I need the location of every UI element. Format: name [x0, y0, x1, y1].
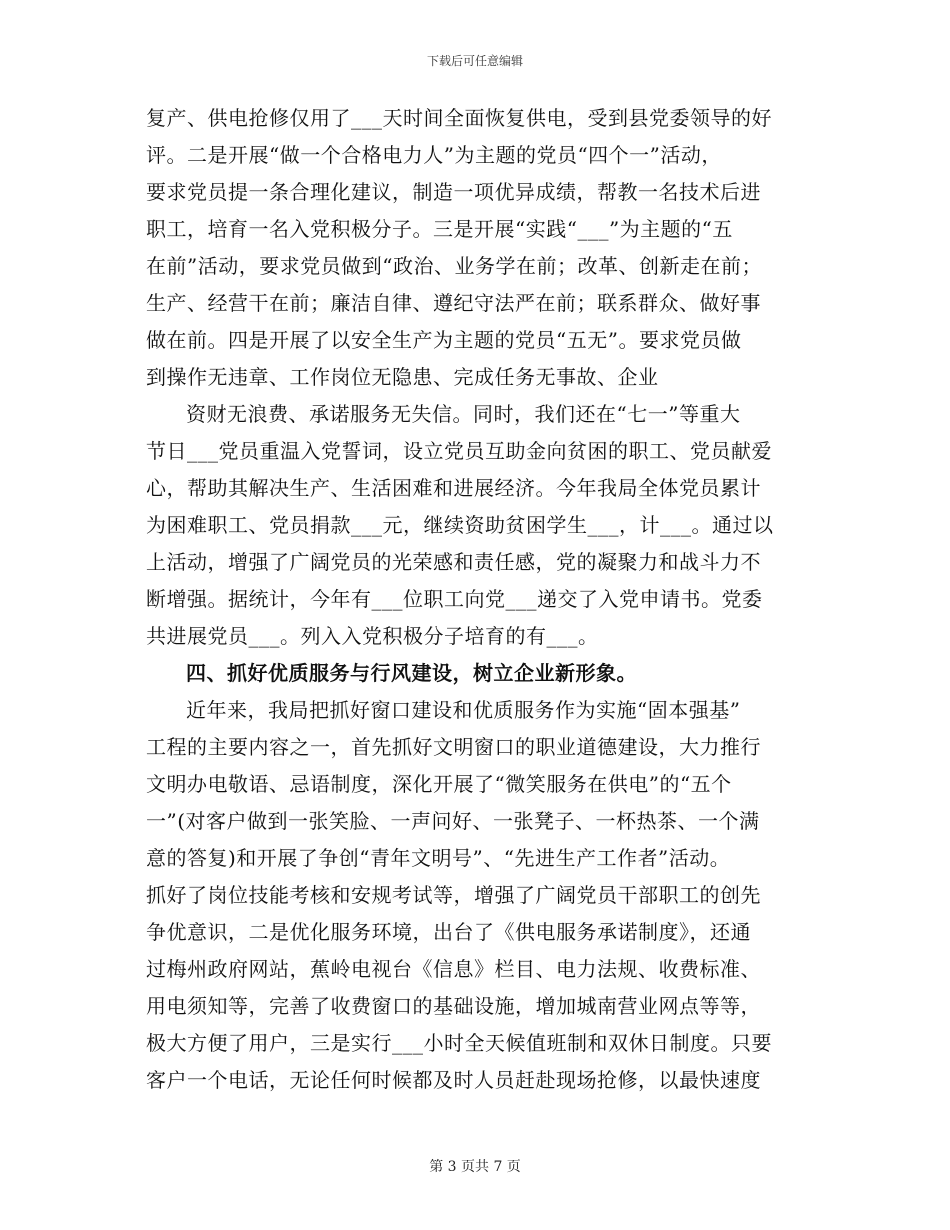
text-line: 意的答复)和开展了争创“青年文明号”、“先进生产工作者”活动。: [146, 846, 731, 870]
text-line: 评。二是开展“做一个合格电力人”为主题的党员“四个一”活动，: [146, 143, 722, 167]
text-line: 客户一个电话，无论任何时候都及时人员赶赴现场抢修，以最快速度: [146, 1068, 761, 1092]
text-line: 节日___党员重温入党誓词，设立党员互助金向贫困的职工、党员献爱: [146, 439, 772, 463]
page-header: 下载后可任意编辑: [426, 54, 523, 68]
text-line: 为困难职工、党员捐款___元，继续资助贫困学生___，计___。通过以: [146, 513, 774, 537]
text-line: 极大方便了用户，三是实行___小时全天候值班制和双休日制度。只要: [146, 1031, 772, 1055]
text-line: 要求党员提一条合理化建议，制造一项优异成绩，帮教一名技术后进: [146, 180, 761, 204]
section-heading: 四、抓好优质服务与行风建设，树立企业新形象。: [186, 661, 637, 685]
page-footer: 第 3 页共 7 页: [429, 1159, 521, 1175]
text-line: 共进展党员___。列入入党积极分子培育的有___。: [146, 624, 599, 648]
document-body: [146, 100, 806, 1099]
text-line: 近年来，我局把抓好窗口建设和优质服务作为实施“固本强基”: [186, 698, 741, 722]
text-line: 复产、供电抢修仅用了___天时间全面恢复供电，受到县党委领导的好: [146, 106, 772, 130]
text-line: 资财无浪费、承诺服务无失信。同时，我们还在“七一”等重大: [186, 402, 741, 426]
text-line: 一”(对客户做到一张笑脸、一声问好、一张凳子、一杯热茶、一个满: [146, 809, 760, 833]
text-line: 断增强。据统计，今年有___位职工向党___递交了入党申请书。党委: [146, 587, 763, 611]
text-line: 争优意识，二是优化服务环境，出台了《供电服务承诺制度》，还通: [146, 920, 751, 944]
text-line: 用电须知等，完善了收费窗口的基础设施，增加城南营业网点等等，: [146, 994, 761, 1018]
text-line: 抓好了岗位技能考核和安规考试等，增强了广阔党员干部职工的创先: [146, 883, 761, 907]
text-line: 心，帮助其解决生产、生活困难和进展经济。今年我局全体党员累计: [146, 476, 761, 500]
text-line: 在前”活动，要求党员做到“政治、业务学在前；改革、创新走在前；: [146, 254, 762, 278]
text-line: 职工，培育一名入党积极分子。三是开展“实践“___”为主题的“五: [146, 217, 733, 241]
text-line: 生产、经营干在前；廉洁自律、遵纪守法严在前；联系群众、做好事: [146, 291, 761, 315]
text-line: 到操作无违章、工作岗位无隐患、完成任务无事故、企业: [146, 365, 659, 389]
text-line: 工程的主要内容之一，首先抓好文明窗口的职业道德建设，大力推行: [146, 735, 761, 759]
text-line: 过梅州政府网站，蕉岭电视台《信息》栏目、电力法规、收费标准、: [146, 957, 761, 981]
text-line: 上活动，增强了广阔党员的光荣感和责任感，党的凝聚力和战斗力不: [146, 550, 761, 574]
text-line: 文明办电敬语、忌语制度，深化开展了“微笑服务在供电”的“五个: [146, 772, 732, 796]
text-line: 做在前。四是开展了以安全生产为主题的党员“五无”。要求党员做: [146, 328, 742, 352]
